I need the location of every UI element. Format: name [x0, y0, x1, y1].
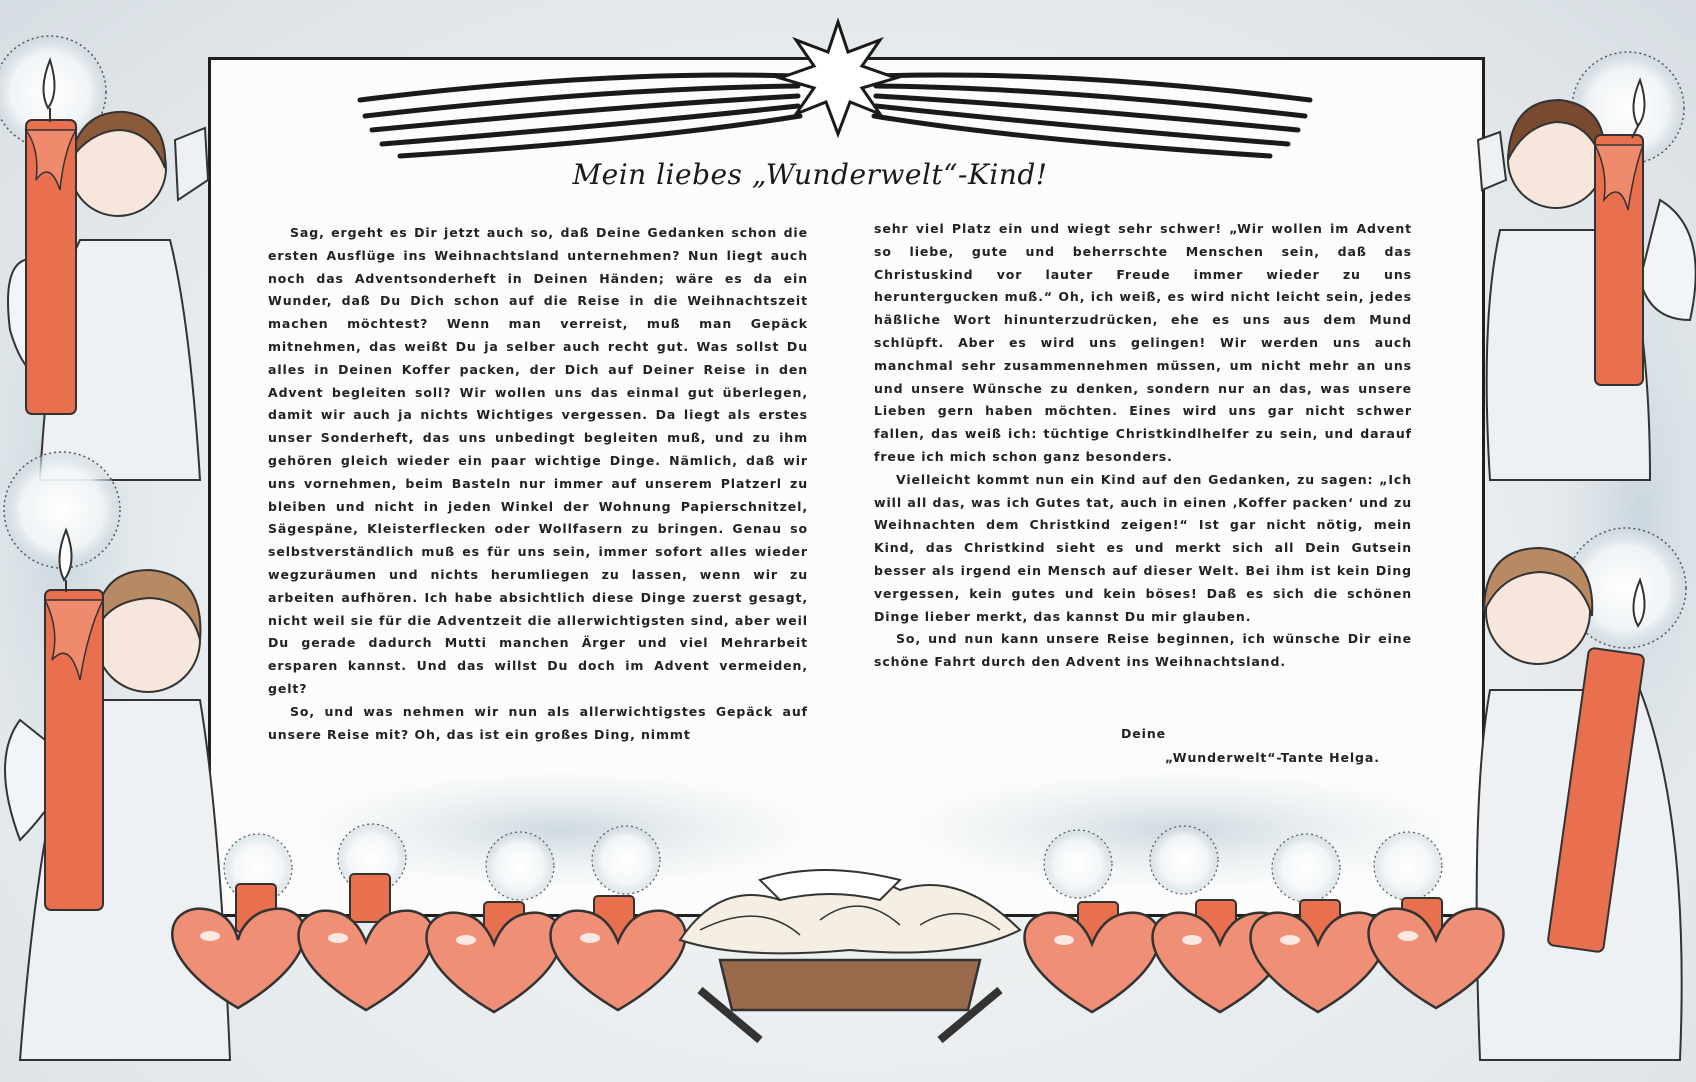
left-text-column	[268, 222, 808, 746]
right-text-column	[874, 218, 1412, 674]
paragraph: So, und was nehmen wir nun als allerwichtigstes Gepäck auf unsere Reise mit? Oh, das ist ein großes Ding, nimmt	[268, 703, 808, 742]
letter-heading: Mein liebes „Wunderwelt“-Kind!	[572, 158, 1048, 191]
signature: „Wunderwelt“-Tante Helga.	[1165, 750, 1380, 765]
paragraph: Vielleicht kommt nun ein Kind auf den Gedanken, zu sagen: „Ich will all das, was ich Gutes tat, auch in einen ‚Koffer packen‘ und zu Weihnachten dem Christkind zeigen!“ Ist gar nicht nötig, mein Kind, das Christkind sieht es und merkt sich all Dein Gutsein besser als irgend ein Mensch auf dieser Welt. Bei ihm ist kein Ding vergessen, kein gutes und kein böses! Daß es sich die schönen Dinge lieber merkt, das kannst Du mir glauben.	[874, 471, 1412, 624]
closing-greeting: Deine	[1121, 726, 1167, 741]
paragraph: Sag, ergeht es Dir jetzt auch so, daß Deine Gedanken schon die ersten Ausflüge ins Weihnachtsland unternehmen? Nun liegt auch noch das Adventsonderheft in Deinen Händen; wäre es da ein Wunder, daß Du Dich schon auf die Reise in die Weihnachtszeit machen möchtest? Wenn man verreist, muß man Gepäck mitnehmen, das weißt Du ja selber auch recht gut. Was sollst Du alles in Deinen Koffer packen, der Dich auf Deiner Reise in den Advent begleiten soll? Wir wollen uns das einmal gut überlegen, damit wir auch ja nichts Wichtiges vergessen. Da liegt als erstes unser Sonderheft, das uns unbedingt begleiten muß, und zu ihm gehören gleich wieder ein paar wichtige Dinge. Nämlich, daß wir uns vornehmen, beim Basteln nur immer auf unserem Platzerl zu bleiben und nicht in jeden Winkel der Wohnung Papierschnitzel, Sägespäne, Kleisterflecken oder Wollfasern zu bringen. Genau so selbstverständlich muß es für uns sein, immer sofort alles wieder wegzuräumen und nichts herumliegen zu lassen, wenn wir zu arbeiten aufhören. Ich habe absichtlich diese Dinge zuerst gesagt, nicht weil sie für die Adventzeit die allerwichtigsten sind, aber weil Du gerade dadurch Mutti manchen Ärger und viel Mehrarbeit ersparen kannst. Und das willst Du doch im Advent vermeiden, gelt?	[268, 225, 808, 696]
paragraph: So, und nun kann unsere Reise beginnen, ich wünsche Dir eine schöne Fahrt durch den Advent ins Weihnachtsland.	[874, 631, 1412, 670]
paragraph: sehr viel Platz ein und wiegt sehr schwer! „Wir wollen im Advent so liebe, gute und beherrschte Menschen sein, daß das Christuskind vor lauter Freude immer wieder zu uns heruntergucken muß.“ Oh, ich weiß, es wird nicht leicht sein, jedes häßliche Wort hinunterzudrücken, ehe es uns aus dem Mund schlüpft. Aber es wird uns gelingen! Wir werden uns auch manchmal sehr zusammennehmen müssen, um nicht mehr an uns und unsere Wünsche zu denken, sondern nur an das, was unsere Lieben gern haben möchten. Eines wird uns gar nicht schwer fallen, das weiß ich: tüchtige Christkindlhelfer zu sein, und darauf freue ich mich schon ganz besonders.	[874, 221, 1412, 464]
